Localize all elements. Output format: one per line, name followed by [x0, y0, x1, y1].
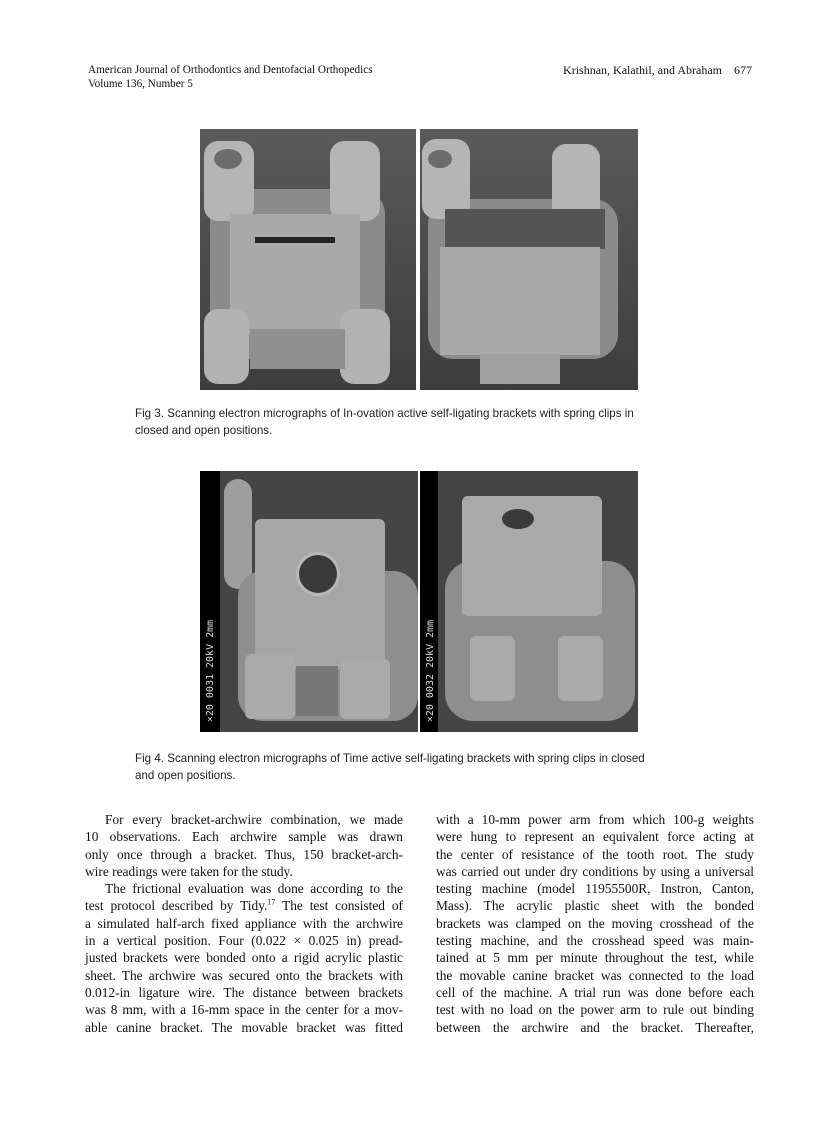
figure-4-caption	[135, 750, 715, 784]
body-column-left	[85, 811, 403, 1036]
text-line: justed brackets were bonded onto a rigid acrylic plastic	[85, 950, 403, 966]
text-line: the center of resistance of the tooth root. The study	[436, 846, 754, 862]
micrograph-closed	[200, 471, 418, 732]
text-line	[85, 897, 403, 914]
text-line: between the archwire and the bracket. Thereafter,	[436, 1019, 754, 1035]
text-line: was carried out under dry conditions by using a universal	[436, 863, 754, 879]
citation-superscript: 17	[267, 898, 276, 908]
figure-3-caption	[135, 405, 715, 439]
text-line: with a 10-mm power arm from which 100-g weights	[436, 812, 754, 827]
text-line: sheet. The archwire was secured onto the brackets with	[85, 967, 403, 983]
text-line: tained at 5 mm per minute throughout the test, while	[436, 950, 754, 966]
text-line: only once through a bracket. Thus, 150 bracket-arch-	[85, 846, 403, 862]
text-line: the movable canine bracket was connected to the load	[436, 967, 754, 983]
caption-line: Fig 3. Scanning electron micrographs of In-ovation active self-ligating brackets with spring clips in	[135, 407, 634, 420]
text-line: For every bracket-archwire combination, we made	[105, 812, 403, 827]
running-header-left	[88, 63, 373, 91]
figure-3-micrographs	[200, 129, 638, 390]
caption-line: Fig 4. Scanning electron micrographs of Time active self-ligating brackets with spring clips in closed	[135, 752, 645, 765]
text-line: test with no load on the power arm to rule out binding	[436, 1002, 754, 1018]
text-line: cell of the machine. A trial run was done before each	[436, 984, 754, 1000]
text-fragment: The test consisted of	[275, 898, 403, 914]
page-number: 677	[734, 63, 752, 77]
text-line: 10 observations. Each archwire sample was drawn	[85, 829, 403, 845]
micrograph-open	[420, 129, 638, 390]
authors: Krishnan, Kalathil, and Abraham	[563, 63, 722, 77]
text-line: The frictional evaluation was done according to the	[105, 881, 403, 897]
text-line: Mass). The acrylic plastic sheet with the bonded	[436, 898, 754, 914]
micrograph-label-left: ×20 0031 20kV 2mm	[205, 619, 216, 723]
text-line: able canine bracket. The movable bracket was fitted	[85, 1019, 403, 1035]
text-line: testing machine, and the crosshead speed was main-	[436, 933, 754, 949]
text-line: 0.012-in ligature wire. The distance between brackets	[85, 984, 403, 1000]
text-line: wire readings were taken for the study.	[85, 863, 293, 879]
body-column-right	[436, 811, 754, 1036]
micrograph-label-right: ×20 0032 20kV 2mm	[425, 619, 436, 723]
journal-title: American Journal of Orthodontics and Dentofacial Orthopedics	[88, 64, 373, 76]
text-line: was 8 mm, with a 16-mm space in the center for a mov-	[85, 1002, 403, 1018]
micrograph-closed	[200, 129, 416, 390]
text-line: brackets was clamped on the moving crosshead of the	[436, 915, 754, 931]
micrograph-open	[420, 471, 638, 732]
text-line: were hung to represent an equivalent force acting at	[436, 829, 754, 845]
figure-4-micrographs	[200, 471, 638, 732]
running-header-right	[563, 63, 752, 77]
journal-volume: Volume 136, Number 5	[88, 78, 193, 90]
caption-line: and open positions.	[135, 769, 236, 782]
text-fragment: test protocol described by Tidy.	[85, 898, 268, 914]
text-line: testing machine (model 11955500R, Instron, Canton,	[436, 881, 754, 897]
text-line: in a vertical position. Four (0.022 × 0.025 in) pread-	[85, 933, 403, 949]
caption-line: closed and open positions.	[135, 424, 273, 437]
text-line: a simulated half-arch fixed appliance with the archwire	[85, 915, 403, 931]
